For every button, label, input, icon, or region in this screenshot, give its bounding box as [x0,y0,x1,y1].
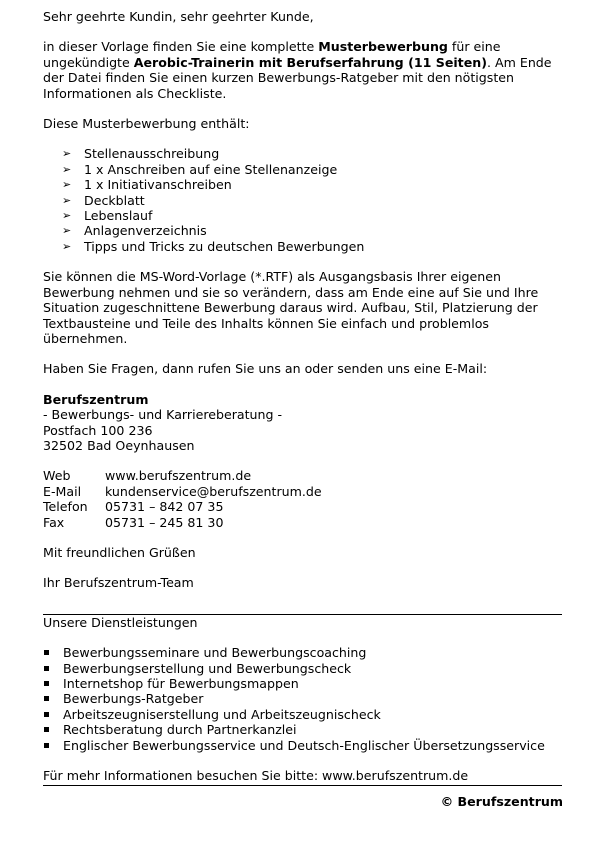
arrow-bullet-icon: ➢ [62,147,72,161]
salutation: Sehr geehrte Kundin, sehr geehrter Kunde, [43,9,314,24]
square-bullet-icon [44,712,49,717]
arrow-bullet-icon: ➢ [62,239,72,253]
contact-row-web [43,468,322,483]
square-bullet-icon [44,650,49,655]
list-item: Englischer Bewerbungsservice und Deutsch-Englischer Übersetzungsservice [43,738,563,753]
intro-text-2: für eine ungekündigte [43,39,501,70]
contents-list [43,146,563,254]
contact-label: Fax [43,514,65,530]
arrow-bullet-icon: ➢ [62,178,72,192]
list-item: Bewerbungs-Ratgeber [43,691,563,706]
copyright-notice: © Berufszentrum [440,794,563,810]
arrow-bullet-icon: ➢ [62,193,72,207]
services-list [43,645,563,753]
intro-bold-musterbewerbung: Musterbewerbung [318,39,448,55]
contents-heading: Diese Musterbewerbung enthält: [43,116,250,132]
list-item: ➢ 1 x Initiativanschreiben [62,177,232,193]
contact-label: Web [43,468,71,484]
arrow-bullet-icon: ➢ [62,162,72,176]
list-item: ➢ Anlagenverzeichnis [62,223,207,239]
list-item: ➢ Stellenausschreibung [62,146,220,162]
company-subtitle: - Bewerbungs- und Karriereberatung - [43,407,283,423]
usage-paragraph: Sie können die MS-Word-Vorlage (*.RTF) als Ausgangsbasis Ihrer eigenen Bewerbung nehmen und sie so verändern, dass am Ende eine auf Sie und Ihre Situation zugeschnittene Bewerbung daraus wird. Aufbau, Stil, Platzierung der Textbausteine und Teile des Inhalts können Sie einfach und problemlos übernehmen. [43,269,539,346]
fax-value: 05731 – 245 81 30 [105,514,224,530]
square-bullet-icon [44,666,49,671]
square-bullet-icon [44,743,49,748]
services-heading: Unsere Dienstleistungen [43,614,198,630]
arrow-bullet-icon: ➢ [62,224,72,238]
address-block [43,392,563,454]
contact-row-email [43,484,322,499]
square-bullet-icon [44,727,49,732]
intro-text-1: in dieser Vorlage finden Sie eine komplette [43,39,319,55]
phone-value: 05731 – 842 07 35 [105,499,224,515]
arrow-bullet-icon: ➢ [62,209,72,223]
address-city: 32502 Bad Oeynhausen [43,437,195,453]
list-item: ➢ 1 x Anschreiben auf eine Stellenanzeige [62,161,338,177]
list-item: Rechtsberatung durch Partnerkanzlei [43,722,563,737]
list-item: Bewerbungserstellung und Bewerbungscheck [43,661,563,676]
contact-label: E-Mail [43,483,82,499]
contact-label: Telefon [43,499,88,515]
intro-paragraph [43,39,563,101]
list-item: ➢ Deckblatt [62,192,145,208]
intro-bold-job-title: Aerobic-Trainerin mit Berufserfahrung (11 Seiten) [133,54,487,70]
contact-table [43,468,322,530]
signature: Ihr Berufszentrum-Team [43,575,194,591]
square-bullet-icon [44,681,49,686]
web-link[interactable]: www.berufszentrum.de [105,468,252,484]
list-item: Internetshop für Bewerbungsmappen [43,676,563,691]
address-street: Postfach 100 236 [43,422,153,438]
contact-row-phone [43,499,322,514]
list-item: ➢ Lebenslauf [62,208,153,224]
more-info-text: Für mehr Informationen besuchen Sie bitte: www.berufszentrum.de [43,768,469,784]
list-item: Bewerbungsseminare und Bewerbungscoaching [43,645,563,660]
contact-row-fax [43,515,322,530]
list-item: Arbeitszeugniserstellung und Arbeitszeugnischeck [43,707,563,722]
list-item: ➢ Tipps und Tricks zu deutschen Bewerbungen [62,238,365,254]
email-link[interactable]: kundenservice@berufszentrum.de [105,483,322,499]
questions-paragraph: Haben Sie Fragen, dann rufen Sie uns an oder senden uns eine E-Mail: [43,361,488,377]
intro-text-3: . Am Ende der Datei finden Sie einen kurzen Bewerbungs-Ratgeber mit den nötigsten Informationen als Checkliste. [43,54,552,101]
closing: Mit freundlichen Grüßen [43,544,196,560]
square-bullet-icon [44,696,49,701]
document-page [43,9,563,810]
company-name: Berufszentrum [43,391,149,407]
